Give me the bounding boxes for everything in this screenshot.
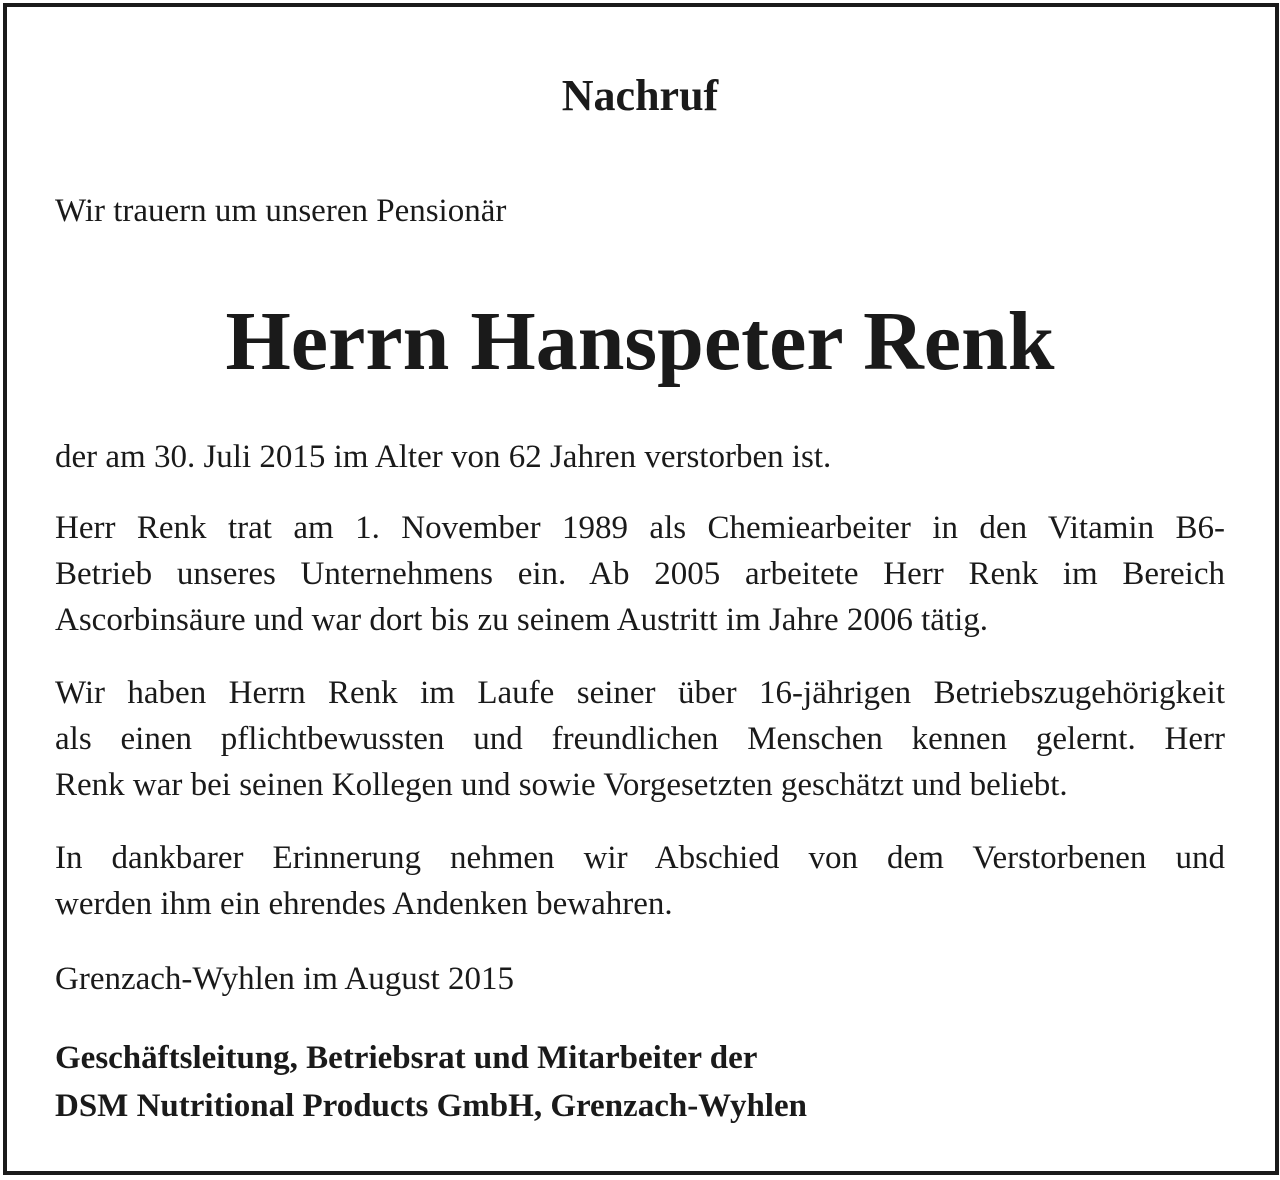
career-paragraph <box>55 505 1225 643</box>
deceased-name: Herrn Hanspeter Renk <box>225 295 1055 388</box>
intro-line: Wir trauern um unseren Pensionär <box>55 193 507 229</box>
paragraph-line: In dankbarer Erinnerung nehmen wir Abschied von dem Verstorbenen und <box>55 840 1225 876</box>
signature-line: Geschäftsleitung, Betriebsrat und Mitarbeiter der <box>55 1040 758 1076</box>
paragraph-line: Herr Renk trat am 1. November 1989 als Chemiearbeiter in den Vitamin B6- <box>55 510 1225 546</box>
paragraph-line: Ascorbinsäure und war dort bis zu seinem Austritt im Jahre 2006 tätig. <box>55 602 988 638</box>
paragraph-line: werden ihm ein ehrendes Andenken bewahren. <box>55 886 673 922</box>
remembrance-paragraph <box>55 835 1225 927</box>
character-paragraph <box>55 670 1225 808</box>
death-date-line: der am 30. Juli 2015 im Alter von 62 Jahren verstorben ist. <box>55 439 832 475</box>
paragraph-line: als einen pflichtbewussten und freundlichen Menschen kennen gelernt. Herr <box>55 721 1225 757</box>
signature-line: DSM Nutritional Products GmbH, Grenzach-Wyhlen <box>55 1088 807 1124</box>
place-date-line: Grenzach-Wyhlen im August 2015 <box>55 961 514 997</box>
paragraph-line: Renk war bei seinen Kollegen und sowie Vorgesetzten geschätzt und beliebt. <box>55 767 1068 803</box>
paragraph-line: Wir haben Herrn Renk im Laufe seiner über 16-jährigen Betriebszugehörigkeit <box>55 675 1225 711</box>
notice-title: Nachruf <box>561 71 719 120</box>
paragraph-line: Betrieb unseres Unternehmens ein. Ab 2005 arbeitete Herr Renk im Bereich <box>55 556 1225 592</box>
